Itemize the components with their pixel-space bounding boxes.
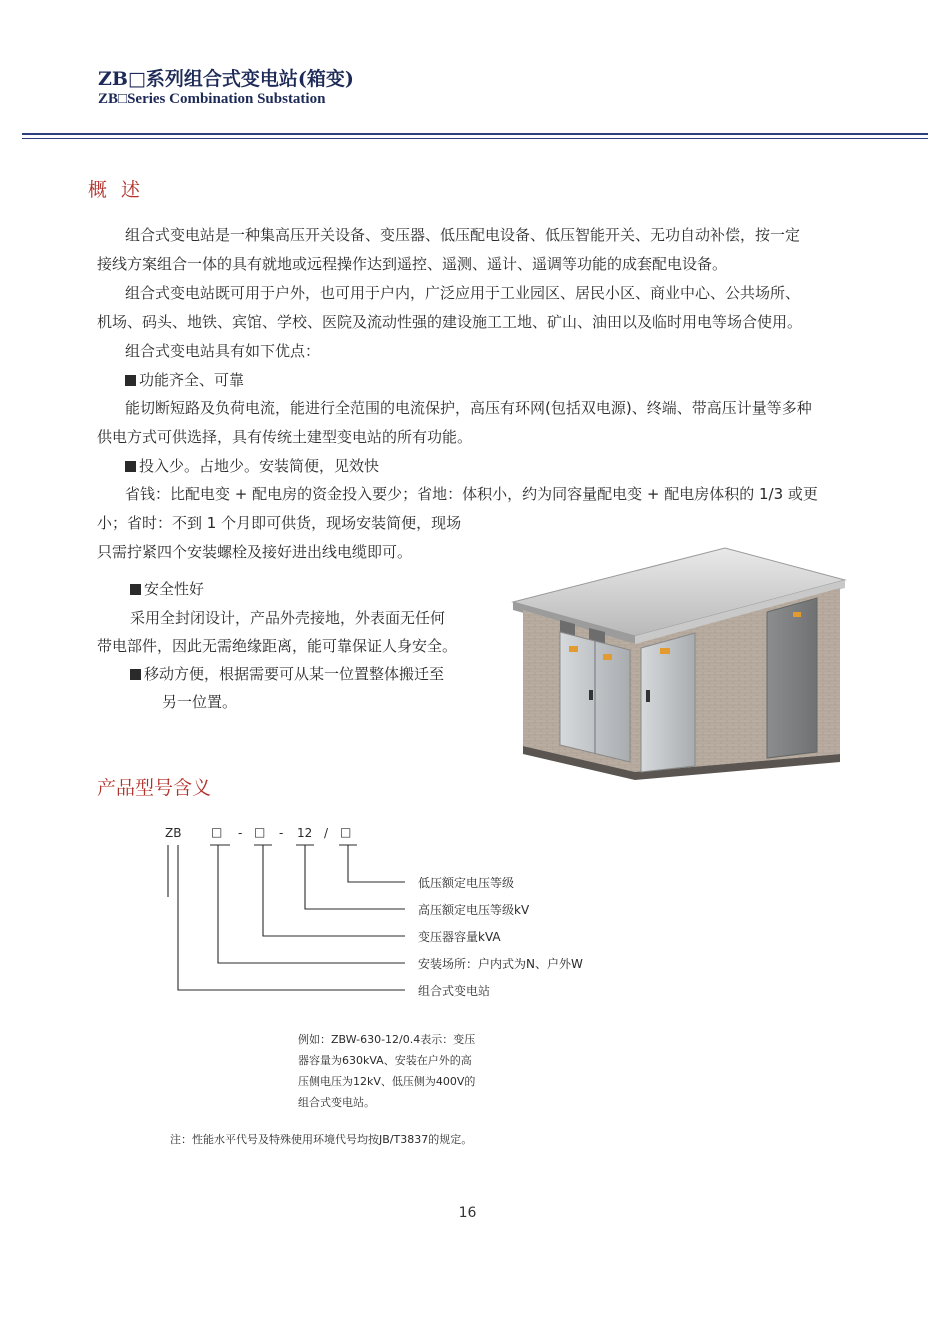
overview-line-2: 接线方案组合一体的具有就地或远程操作达到遥控、遥测、遥计、遥调等功能的成套配电设备。 bbox=[97, 255, 728, 273]
code-label-low-voltage: 低压额定电压等级 bbox=[418, 876, 515, 890]
bullet-4-line-2: 另一位置。 bbox=[162, 693, 238, 711]
code-label-install-site: 安装场所：户内式为N、户外W bbox=[418, 957, 583, 971]
document-title-cn: ZB□系列组合式变电站(箱变) bbox=[98, 68, 354, 90]
bullet-3-title: 安全性好 bbox=[130, 580, 204, 599]
example-line-1: 例如：ZBW-630-12/0.4表示：变压 bbox=[298, 1033, 476, 1046]
code-voltage: 12 bbox=[297, 826, 313, 840]
overview-line-3: 组合式变电站既可用于户外，也可用于户内，广泛应用于工业园区、居民小区、商业中心、公共场所、 bbox=[125, 284, 801, 302]
code-box-1: □ bbox=[211, 825, 223, 839]
bullet-4-title: 移动方便，根据需要可从某一位置整体搬迁至 bbox=[130, 665, 444, 684]
bullet-2-line-1: 省钱：比配电变 + 配电房的资金投入要少；省地：体积小，约为同容量配电变 + 配电房体积的 1/3 或更 bbox=[125, 485, 818, 503]
code-label-capacity: 变压器容量kVA bbox=[418, 930, 501, 944]
section-heading-product-model: 产品型号含义 bbox=[97, 777, 212, 799]
code-slash: / bbox=[324, 826, 329, 840]
code-label-high-voltage: 高压额定电压等级kV bbox=[418, 903, 530, 917]
bullet-3-line-1: 采用全封闭设计，产品外壳接地，外表面无任何 bbox=[130, 609, 446, 627]
example-line-3: 压侧电压为12kV、低压侧为400V的 bbox=[298, 1075, 476, 1088]
bullet-1-line-2: 供电方式可供选择，具有传统土建型变电站的所有功能。 bbox=[97, 428, 473, 446]
overview-line-5: 组合式变电站具有如下优点： bbox=[125, 342, 321, 360]
document-title-en: ZB□Series Combination Substation bbox=[98, 91, 326, 107]
example-line-2: 器容量为630kVA、安装在户外的高 bbox=[298, 1054, 472, 1067]
page-number: 16 bbox=[458, 1205, 477, 1221]
code-label-substation: 组合式变电站 bbox=[418, 984, 491, 998]
section-heading-overview: 概述 bbox=[88, 179, 155, 201]
bullet-3-line-2: 带电部件，因此无需绝缘距离，能可靠保证人身安全。 bbox=[97, 637, 458, 655]
overview-line-4: 机场、码头、地铁、宾馆、学校、医院及流动性强的建设施工工地、矿山、油田以及临时用电等场合使用。 bbox=[97, 313, 803, 331]
example-line-4: 组合式变电站。 bbox=[298, 1096, 375, 1109]
bullet-2-title: 投入少。占地少。安装简便，见效快 bbox=[125, 457, 379, 476]
code-box-2: □ bbox=[254, 825, 266, 839]
footnote: 注：性能水平代号及特殊使用环境代号均按JB/T3837的规定。 bbox=[170, 1133, 473, 1146]
code-dash-2: - bbox=[279, 826, 284, 840]
code-dash-1: - bbox=[238, 826, 243, 840]
overview-line-1: 组合式变电站是一种集高压开关设备、变压器、低压配电设备、低压智能开关、无功自动补偿，按一定 bbox=[125, 226, 801, 244]
code-box-3: □ bbox=[340, 825, 352, 839]
bullet-1-line-1: 能切断短路及负荷电流，能进行全范围的电流保护，高压有环网(包括双电源)、终端、带高压计量等多种 bbox=[125, 399, 812, 417]
bullet-1-title: 功能齐全、可靠 bbox=[125, 371, 244, 390]
bullet-2-line-3: 只需拧紧四个安装螺栓及接好进出线电缆即可。 bbox=[97, 543, 413, 561]
bullet-2-line-2: 小；省时：不到 1 个月即可供货，现场安装简便，现场 bbox=[97, 514, 462, 532]
code-prefix: ZB bbox=[165, 826, 182, 840]
